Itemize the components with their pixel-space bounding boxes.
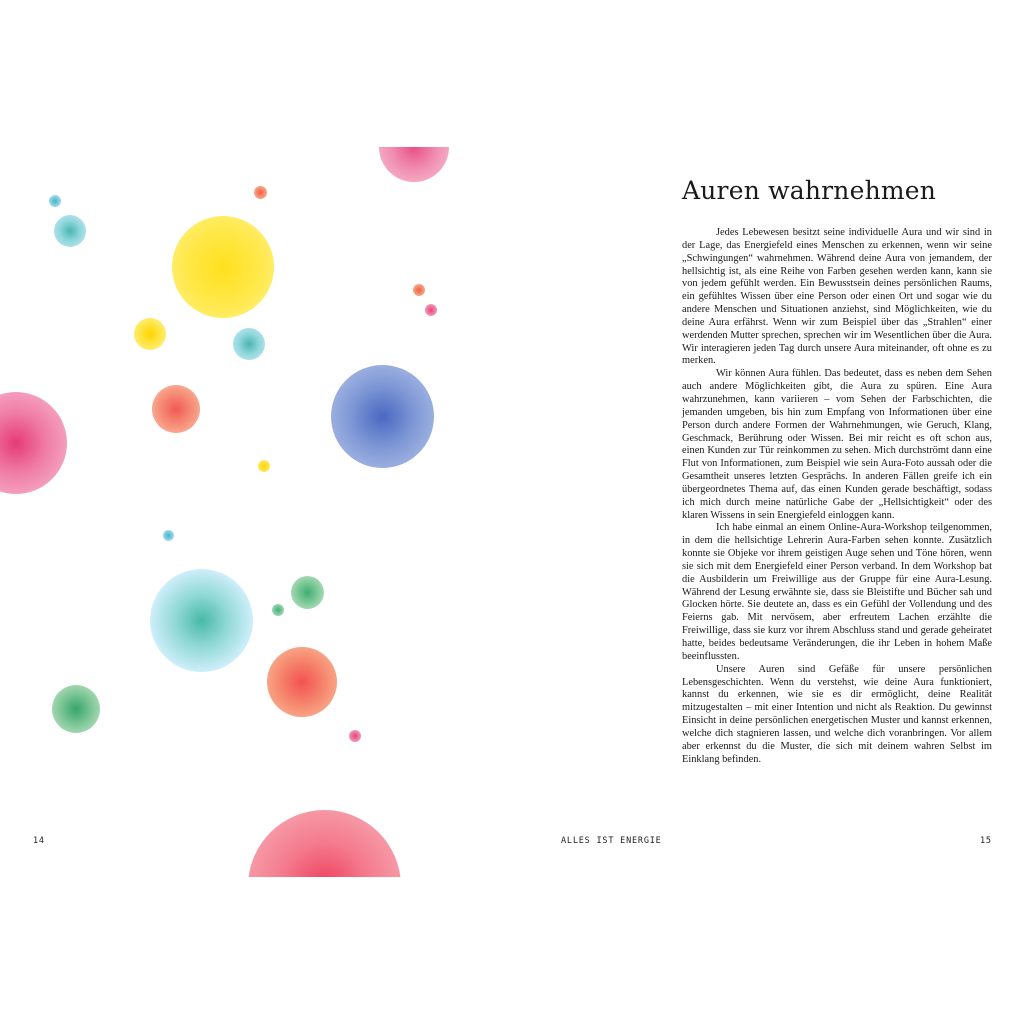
paragraph: Wir können Aura fühlen. Das bedeutet, dass es neben dem Sehen auch andere Möglichkeiten gibt, die Aura zu spüren. Eine Aura wahrzunehmen, kann variieren – vom Sehen der Farbschichten, die jemanden umgeben, bis hin zum Empfang von Informationen über eine Person durch andere Formen der Wahrnehmungen, wie Geruch, Klang, Geschmack, Berührung oder Wissen. Bei mir reicht es oft schon aus, einen Kunden zur Tür reinkommen zu sehen. Mich durchströmt dann eine Flut von Informationen, zum Beispiel wie sein Aura-Foto aussah oder die Gesamtheit unseres letzten Gesprächs. In anderen Fällen greife ich ein übergeordnetes Thema auf, das einen Kunden gerade beschäftigt, sodass ich mich durch meine natürliche Gabe der „Hellsichtigkeit“ oder des klaren Wissens in sein Energiefeld einloggen kann. bbox=[682, 368, 992, 521]
orb-dot-pink bbox=[425, 304, 437, 316]
orb-teal-large bbox=[150, 569, 253, 672]
page-title: Auren wahrnehmen bbox=[682, 176, 937, 205]
orb-yellow-small bbox=[134, 318, 166, 350]
orb-teal-small-2 bbox=[233, 328, 265, 360]
orb-pink-top bbox=[379, 147, 449, 182]
orb-dot-cyan bbox=[49, 195, 61, 207]
orb-dot-yellow bbox=[258, 460, 270, 472]
paragraph: Unsere Auren sind Gefäße für unsere persönlichen Lebensgeschichten. Wenn du verstehst, wie deine Aura funktioniert, kannst du erkennen, wie sie es dir ermöglicht, deine Realität mitzugestalten – mit einer Intention und nicht als Reaktion. Du gewinnst Einsicht in deine persönlichen energetischen Muster und kannst erkennen, welche dich stagnieren lassen, und welche dich voranbringen. Vor allem aber erkennst du die Muster, die sich mit deinem wahren Selbst im Einklang befinden. bbox=[682, 663, 992, 765]
orb-orange-medium bbox=[152, 385, 200, 433]
orb-dot-cyan-2 bbox=[163, 530, 174, 541]
body-text bbox=[682, 227, 992, 766]
orb-orange-large bbox=[267, 647, 337, 717]
orb-green-small bbox=[291, 576, 324, 609]
orb-pink-large bbox=[0, 392, 67, 494]
running-head: ALLES IST ENERGIE bbox=[561, 836, 662, 846]
orb-coral-bottom bbox=[248, 810, 401, 877]
paragraph: Ich habe einmal an einem Online-Aura-Workshop teilgenommen, in dem die hellsichtige Lehrerin Aura-Farben sehen konnte. Zusätzlich konnte sie Objeke vor ihrem geistigen Auge sehen und Töne hören, wenn sie sich mit dem Energiefeld einer Person verband. In dem Workshop bat die Ausbilderin um Freiwillige aus der Gruppe für eine Aura-Lesung. Während der Lesung erwähnte sie, dass sie Bleistifte und Bücher sah und Glocken hörte. Sie deutete an, dass es ein Gefühl der Vollendung und des Feierns gab. Mit nervösem, aber erfreutem Lachen erzählte die Freiwillige, dass sie kurz vor ihrem Abschluss stand und gerade geheiratet hatte, beides bedeutsame Veränderungen, die ihr Leben in hohem Maße beeinflussten. bbox=[682, 522, 992, 662]
orb-blue-large bbox=[331, 365, 434, 468]
orb-dot-orange bbox=[254, 186, 267, 199]
paragraph: Jedes Lebewesen besitzt seine individuelle Aura und wir sind in der Lage, das Energiefeld eines Menschen zu erkennen, wenn wir seine „Schwingungen“ wahrnehmen. Während deine Aura von jemandem, der hellsichtig ist, als eine Reihe von Farben gesehen werden kann, kann sie von jedem gefühlt werden. Ein Bewusstsein deines persönlichen Raums, ein gefühltes Wissen über eine Person oder einen Ort und sogar wie du andere Menschen und Situationen anziehst, sind Möglichkeiten, wie du deine Aura erfährst. Wenn wir zum Beispiel über das „Strahlen“ einer werdenden Mutter sprechen, sprechen wir im Wesentlichen über die Aura. Wir interagieren jeden Tag durch unsere Aura miteinander, oft ohne es zu merken. bbox=[682, 227, 992, 367]
orb-green-medium bbox=[52, 685, 100, 733]
orb-teal-small bbox=[54, 215, 86, 247]
orb-dot-orange-2 bbox=[413, 284, 425, 296]
page-number-right: 15 bbox=[980, 836, 992, 846]
aura-orbs-illustration bbox=[0, 147, 512, 877]
page-number-left: 14 bbox=[33, 836, 45, 846]
orb-dot-green bbox=[272, 604, 284, 616]
orb-dot-pink-2 bbox=[349, 730, 361, 742]
orb-yellow-large bbox=[172, 216, 274, 318]
